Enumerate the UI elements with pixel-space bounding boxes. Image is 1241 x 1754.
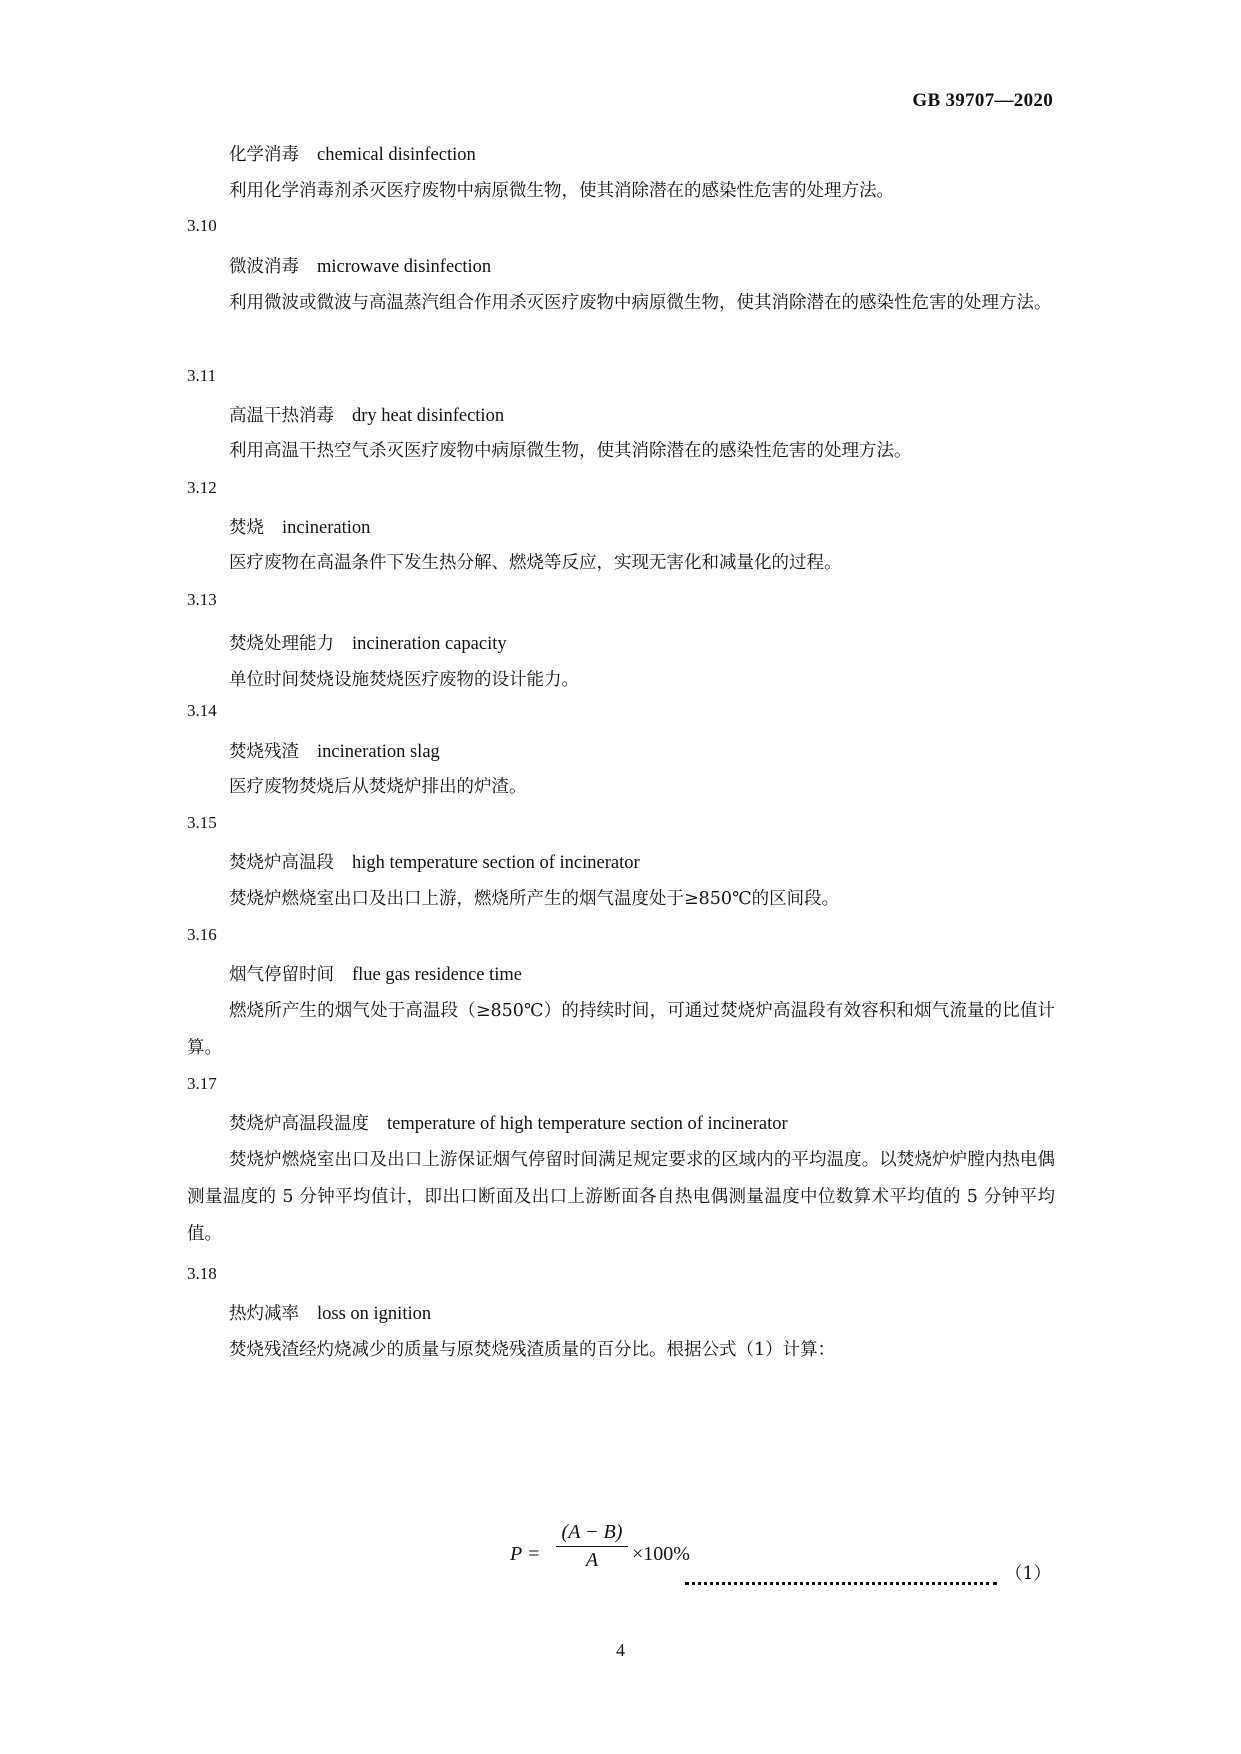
term-zh: 烟气停留时间 bbox=[229, 965, 334, 985]
term-definition: 焚烧炉燃烧室出口及出口上游保证烟气停留时间满足规定要求的区域内的平均温度。以焚烧炉炉膛内热电偶测量温度的 5 分钟平均值计，即出口断面及出口上游断面各自热电偶测量温度中位数算术平均值的 5 分钟平均值。 bbox=[187, 1150, 1055, 1244]
term-definition: 焚烧炉燃烧室出口及出口上游，燃烧所产生的烟气温度处于≥850℃的区间段。 bbox=[229, 889, 840, 909]
term-en: loss on ignition bbox=[317, 1304, 432, 1324]
term-en: incineration slag bbox=[317, 742, 440, 762]
formula-fraction bbox=[556, 1521, 628, 1572]
term-definition: 燃烧所产生的烟气处于高温段（≥850℃）的持续时间，可通过焚烧炉高温段有效容积和烟气流量的比值计算。 bbox=[187, 1001, 1055, 1058]
term-en: chemical disinfection bbox=[317, 145, 476, 165]
clause-number: 3.18 bbox=[187, 1264, 217, 1283]
term-zh: 热灼减率 bbox=[229, 1304, 299, 1324]
term-heading bbox=[229, 402, 504, 427]
clause-number: 3.16 bbox=[187, 925, 217, 944]
equation-number: （1） bbox=[1005, 1564, 1052, 1584]
term-zh: 化学消毒 bbox=[229, 145, 299, 165]
term-zh: 焚烧炉高温段 bbox=[229, 853, 334, 873]
term-en: temperature of high temperature section of incinerator bbox=[387, 1114, 788, 1134]
formula-numerator: (A − B) bbox=[556, 1521, 628, 1547]
clause-number: 3.10 bbox=[187, 216, 217, 235]
term-zh: 高温干热消毒 bbox=[229, 406, 334, 426]
term-heading bbox=[229, 1110, 788, 1135]
term-heading bbox=[229, 141, 476, 166]
term-zh: 焚烧 bbox=[229, 518, 264, 538]
term-definition: 医疗废物在高温条件下发生热分解、燃烧等反应，实现无害化和减量化的过程。 bbox=[229, 553, 842, 573]
term-zh: 微波消毒 bbox=[229, 257, 299, 277]
term-en: incineration capacity bbox=[352, 634, 507, 654]
term-en: flue gas residence time bbox=[352, 965, 523, 985]
formula-multiplier: ×100% bbox=[632, 1543, 690, 1565]
standard-number: GB 39707—2020 bbox=[912, 90, 1053, 111]
term-zh: 焚烧残渣 bbox=[229, 742, 299, 762]
term-definition: 利用微波或微波与高温蒸汽组合作用杀灭医疗废物中病原微生物，使其消除潜在的感染性危害的处理方法。 bbox=[229, 293, 1052, 313]
term-en: microwave disinfection bbox=[317, 257, 492, 277]
term-definition: 利用高温干热空气杀灭医疗废物中病原微生物，使其消除潜在的感染性危害的处理方法。 bbox=[229, 441, 912, 461]
term-definition: 利用化学消毒剂杀灭医疗废物中病原微生物，使其消除潜在的感染性危害的处理方法。 bbox=[229, 181, 894, 201]
clause-number: 3.15 bbox=[187, 813, 217, 832]
term-zh: 焚烧处理能力 bbox=[229, 634, 334, 654]
term-heading bbox=[229, 849, 640, 874]
term-en: incineration bbox=[282, 518, 371, 538]
clause-number: 3.11 bbox=[187, 366, 217, 385]
term-heading bbox=[229, 1300, 431, 1325]
clause-number: 3.17 bbox=[187, 1074, 217, 1093]
term-heading bbox=[229, 514, 370, 539]
term-definition: 医疗废物焚烧后从焚烧炉排出的炉渣。 bbox=[229, 777, 527, 797]
formula-lhs: P = bbox=[510, 1543, 541, 1565]
clause-number: 3.12 bbox=[187, 478, 217, 497]
term-heading bbox=[229, 630, 507, 655]
page-number: 4 bbox=[616, 1640, 625, 1660]
term-definition: 单位时间焚烧设施焚烧医疗废物的设计能力。 bbox=[229, 670, 579, 690]
term-en: high temperature section of incinerator bbox=[352, 853, 640, 873]
term-en: dry heat disinfection bbox=[352, 406, 505, 426]
formula-denominator: A bbox=[585, 1549, 599, 1571]
term-zh: 焚烧炉高温段温度 bbox=[229, 1114, 369, 1134]
term-heading bbox=[229, 961, 522, 986]
dot-leader bbox=[685, 1572, 997, 1585]
term-definition: 焚烧残渣经灼烧减少的质量与原焚烧残渣质量的百分比。根据公式（1）计算： bbox=[229, 1340, 836, 1360]
clause-number: 3.13 bbox=[187, 590, 217, 609]
term-heading bbox=[229, 738, 440, 763]
term-heading bbox=[229, 253, 491, 278]
clause-number: 3.14 bbox=[187, 701, 217, 720]
